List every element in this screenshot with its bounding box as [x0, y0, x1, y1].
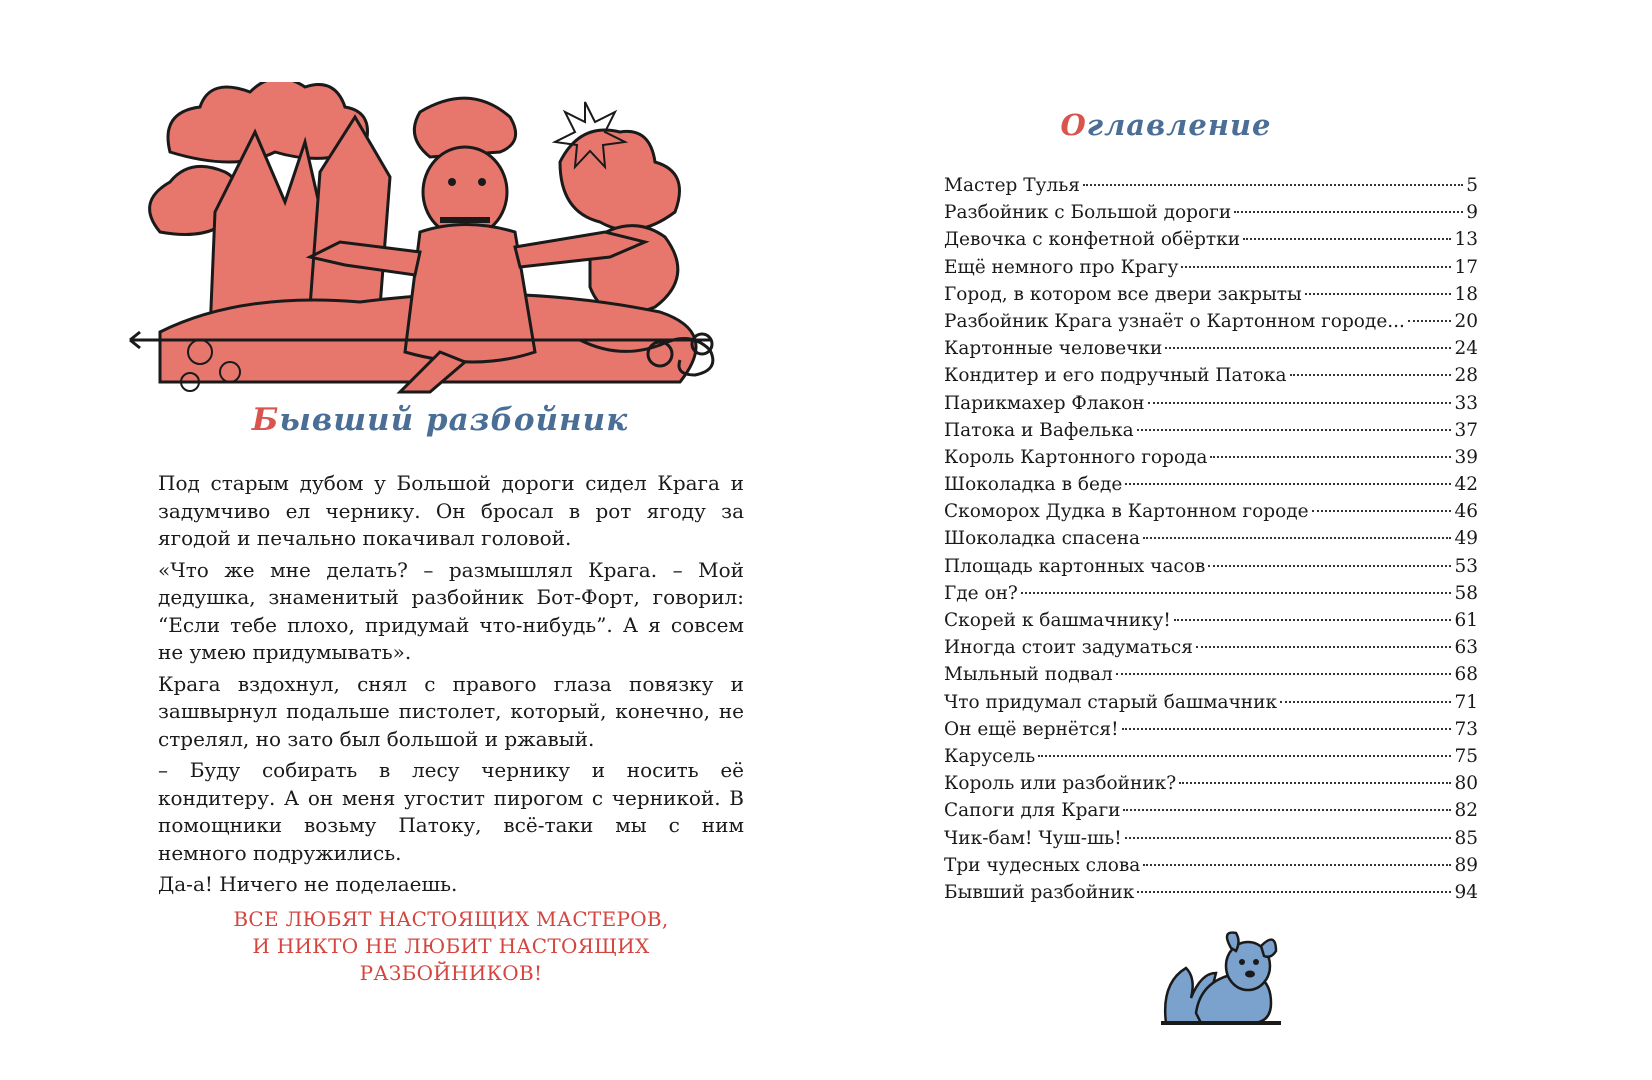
- toc-entry-page: 24: [1454, 338, 1478, 360]
- toc-dot-leader: [1122, 728, 1452, 730]
- story-paragraph: – Буду собирать в лесу чернику и носить её кондитеру. А он меня угостит пирогом с черникой. В помощники возьму Патоку, всё-таки мы с ним немного подружились.: [158, 758, 744, 865]
- toc-entry[interactable]: [944, 308, 1478, 335]
- toc-dot-leader: [1038, 755, 1451, 757]
- toc-entry[interactable]: [944, 553, 1478, 580]
- toc-entry-page: 42: [1454, 474, 1478, 496]
- toc-entry[interactable]: [944, 743, 1478, 770]
- moral-line: РАЗБОЙНИКОВ!: [359, 961, 543, 985]
- toc-dot-leader: [1208, 565, 1451, 567]
- toc-entry-title: Город, в котором все двери закрыты: [944, 283, 1302, 305]
- story-paragraph: Да-а! Ничего не поделаешь.: [158, 872, 458, 896]
- toc-entry-page: 63: [1454, 637, 1478, 659]
- toc-entry-page: 39: [1454, 446, 1478, 468]
- chapter-title-rest: ывший разбойник: [279, 402, 629, 438]
- toc-entry[interactable]: [944, 825, 1478, 852]
- robber-in-forest-illustration: [120, 82, 760, 422]
- toc-entry-page: 80: [1454, 773, 1478, 795]
- toc-dot-leader: [1179, 782, 1451, 784]
- toc-entry[interactable]: [944, 689, 1478, 716]
- toc-entry[interactable]: [944, 770, 1478, 797]
- toc-entry-title: Он ещё вернётся!: [944, 718, 1119, 740]
- toc-dot-leader: [1312, 510, 1452, 512]
- toc-entry[interactable]: [944, 797, 1478, 824]
- toc-entry-page: 73: [1454, 718, 1478, 740]
- toc-entry-page: 37: [1454, 419, 1478, 441]
- toc-entry-title: Кондитер и его подручный Патока: [944, 365, 1287, 387]
- toc-dot-leader: [1021, 592, 1452, 594]
- toc-entry-title: Девочка с конфетной обёртки: [944, 229, 1241, 251]
- toc-entry-page: 75: [1454, 745, 1478, 767]
- toc-entry-title: Мастер Тулья: [944, 175, 1080, 196]
- toc-entry-page: 53: [1454, 555, 1478, 577]
- toc-entry[interactable]: [944, 879, 1478, 906]
- toc-entry-page: 58: [1454, 582, 1478, 604]
- toc-dot-leader: [1196, 646, 1452, 648]
- toc-entry[interactable]: [944, 362, 1478, 389]
- toc-dot-leader: [1137, 891, 1451, 893]
- toc-entry[interactable]: [944, 444, 1478, 471]
- toc-dot-leader: [1305, 293, 1452, 295]
- toc-entry-title: Скоморох Дудка в Картонном городе: [944, 501, 1309, 523]
- toc-entry-title: Шоколадка спасена: [944, 528, 1140, 550]
- toc-dot-leader: [1148, 402, 1452, 404]
- toc-entry-page: 68: [1454, 664, 1478, 686]
- toc-entry[interactable]: [944, 716, 1478, 743]
- toc-entry[interactable]: [944, 852, 1478, 879]
- toc-entry-title: Ещё немного про Крагу: [944, 256, 1179, 278]
- toc-entry-page: 28: [1454, 365, 1478, 387]
- toc-entry-title: Площадь картонных часов: [944, 555, 1206, 577]
- toc-dot-leader: [1290, 374, 1452, 376]
- toc-dot-leader: [1125, 837, 1452, 839]
- chapter-title-initial: Б: [251, 402, 280, 438]
- right-page: [826, 0, 1652, 1080]
- toc-entry-title: Три чудесных слова: [944, 854, 1141, 876]
- toc-entry-page: 20: [1454, 310, 1478, 332]
- dog-illustration-svg: [1156, 928, 1286, 1028]
- toc-title-initial: О: [1060, 108, 1087, 142]
- toc-entry-title: Патока и Вафелька: [944, 419, 1134, 441]
- toc-entry[interactable]: [944, 390, 1478, 417]
- toc-entry-title: Что придумал старый башмачник: [944, 691, 1278, 713]
- story-paragraph: Крага вздохнул, снял с правого глаза повязку и зашвырнул подальше пистолет, который, конечно, не стрелял, но зато был большой и ржавый.: [158, 671, 744, 751]
- toc-entry-page: 82: [1454, 800, 1478, 822]
- toc-entry-page: 18: [1454, 283, 1478, 305]
- toc-entry-title: Мыльный подвал: [944, 664, 1113, 686]
- toc-entry-title: Картонные человечки: [944, 338, 1163, 360]
- toc-entry-page: 71: [1454, 691, 1478, 713]
- toc-entry[interactable]: [944, 498, 1478, 525]
- toc-entry[interactable]: [944, 634, 1478, 661]
- toc-entry[interactable]: [944, 661, 1478, 688]
- toc-entry-title: Король Картонного города: [944, 446, 1208, 468]
- toc-entry-page: 94: [1454, 881, 1478, 903]
- chapter-title: [120, 402, 760, 438]
- toc-title-rest: главление: [1086, 108, 1272, 142]
- toc-entry-page: 9: [1466, 202, 1478, 224]
- story-text: [158, 470, 744, 903]
- toc-dot-leader: [1083, 184, 1463, 186]
- moral-line: И НИКТО НЕ ЛЮБИТ НАСТОЯЩИХ: [252, 934, 650, 958]
- toc-entry-title: Скорей к башмачнику!: [944, 610, 1171, 631]
- toc-entry-page: 61: [1454, 610, 1478, 631]
- toc-entry[interactable]: [944, 471, 1478, 498]
- toc-entry-page: 5: [1466, 175, 1478, 196]
- toc-dot-leader: [1137, 429, 1452, 431]
- toc-dot-leader: [1174, 619, 1452, 621]
- toc-entry[interactable]: [944, 254, 1478, 281]
- toc-entry-page: 13: [1454, 229, 1478, 251]
- toc-entry-title: Где он?: [944, 582, 1018, 604]
- toc-dot-leader: [1181, 266, 1451, 268]
- toc-entry-title: Шоколадка в беде: [944, 474, 1123, 496]
- toc-entry-title: Парикмахер Флакон: [944, 392, 1145, 414]
- toc-entry[interactable]: [944, 172, 1478, 199]
- toc-dot-leader: [1408, 320, 1452, 322]
- moral-line: ВСЕ ЛЮБЯТ НАСТОЯЩИХ МАСТЕРОВ,: [233, 907, 669, 931]
- toc-entry[interactable]: [944, 580, 1478, 607]
- toc-entry-title: Разбойник с Большой дороги: [944, 202, 1232, 224]
- toc-entry-title: Чик-бам! Чуш-шь!: [944, 827, 1122, 849]
- toc-dot-leader: [1143, 537, 1451, 539]
- toc-entry-page: 17: [1454, 256, 1478, 278]
- toc-dot-leader: [1165, 347, 1451, 349]
- toc-entry-title: Сапоги для Краги: [944, 800, 1121, 822]
- toc-entry[interactable]: [944, 281, 1478, 308]
- toc-dot-leader: [1243, 238, 1451, 240]
- toc-entry[interactable]: [944, 417, 1478, 444]
- toc-dot-leader: [1210, 456, 1451, 458]
- toc-entry[interactable]: [944, 226, 1478, 253]
- toc-entry-page: 89: [1454, 854, 1478, 876]
- toc-dot-leader: [1234, 211, 1463, 213]
- robber-illustration-svg: [120, 82, 760, 422]
- toc-title: [826, 108, 1506, 142]
- toc-entry-page: 46: [1454, 501, 1478, 523]
- toc-entry[interactable]: [944, 199, 1478, 226]
- toc-entry-page: 33: [1454, 392, 1478, 414]
- toc-entry-title: Разбойник Крага узнаёт о Картонном городе...: [944, 310, 1405, 332]
- toc-dot-leader: [1125, 483, 1451, 485]
- toc-entry-title: Король или разбойник?: [944, 773, 1177, 795]
- table-of-contents: [944, 172, 1478, 906]
- toc-entry[interactable]: [944, 607, 1478, 634]
- toc-entry[interactable]: [944, 335, 1478, 362]
- toc-entry-page: 49: [1454, 528, 1478, 550]
- toc-entry-title: Карусель: [944, 745, 1036, 767]
- toc-entry-title: Иногда стоит задуматься: [944, 637, 1193, 659]
- toc-dot-leader: [1280, 701, 1451, 703]
- toc-entry-page: 85: [1454, 827, 1478, 849]
- story-paragraph: Под старым дубом у Большой дороги сидел Крага и задумчиво ел чернику. Он бросал в рот ягоду за ягодой и печально покачивал головой.: [158, 471, 744, 550]
- moral-text: [158, 906, 744, 987]
- toc-dot-leader: [1123, 809, 1451, 811]
- toc-dot-leader: [1143, 864, 1451, 866]
- toc-entry-title: Бывший разбойник: [944, 881, 1135, 903]
- story-paragraph: «Что же мне делать? – размышлял Крага. – Мой дедушка, знаменитый разбойник Бот-Форт, говорил: “Если тебе плохо, придумай что-нибудь”. А я совсем не умею придумывать».: [158, 557, 744, 664]
- dog-illustration: [1156, 928, 1286, 1028]
- toc-dot-leader: [1116, 673, 1452, 675]
- toc-entry[interactable]: [944, 525, 1478, 552]
